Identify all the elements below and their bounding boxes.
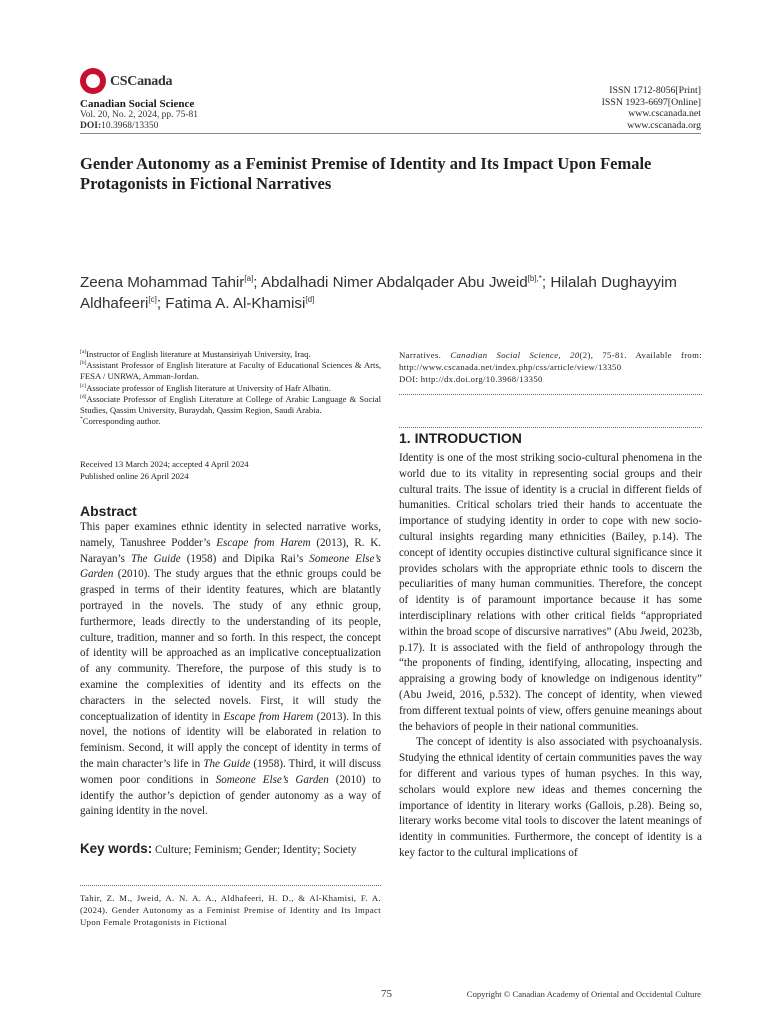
header-rule	[80, 133, 701, 134]
issn-block	[602, 85, 701, 131]
affiliation-mark: *	[80, 416, 83, 423]
introduction-body	[399, 451, 702, 862]
affiliation-mark: [c]	[80, 382, 87, 389]
author-name: Hilalah Dughayyim Aldhafeeri	[80, 274, 677, 312]
citation-text: Narratives.	[399, 350, 451, 360]
issn-online: ISSN 1923-6697[Online]	[601, 96, 701, 108]
abstract-text: (2010) to identify the author’s depiction of gender autonomy as a way of gaining identity in the novel.	[80, 773, 381, 818]
citation-text: (2), 75-81. Available from: http://www.cscanada.net/index.php/css/article/view/13350	[399, 350, 702, 372]
journal-name: Canadian Social Science	[80, 98, 195, 110]
abstract-text: (2013), R. K. Narayan’s	[80, 536, 382, 565]
abstract-title-ref: Escape from Harem	[223, 710, 314, 723]
received-date: Received 13 March 2024; accepted 4 April 2024	[80, 459, 249, 469]
author-mark: [d]	[305, 294, 315, 304]
author-separator: ;	[156, 295, 166, 312]
keywords-label: Key words:	[80, 841, 153, 856]
abstract-title-ref: The Guide	[203, 757, 251, 770]
citation-journal: Canadian Social Science, 20	[450, 350, 580, 360]
affiliation-text: Associate Professor of English Literature at College of Arabic Language & Social Studies, Qassim University, Buraydah, Qassim Region, Saudi Arabia.	[80, 393, 381, 416]
author-name: Zeena Mohammad Tahir	[80, 274, 245, 291]
abstract-title-ref: Escape from Harem	[216, 536, 311, 549]
affiliation-mark: [b]	[80, 360, 87, 367]
author-mark: [c]	[148, 294, 157, 304]
author-mark: [a]	[244, 273, 254, 283]
affiliation-item	[80, 394, 381, 416]
abstract-text: (2010). The study argues that the ethnic groups could be grasped in terms of their identity features, which are blatantly portrayed in the novels. The study of any ethnic group, furthermore, leads directly to the understanding of its people, culture, tradition, manner and so forth. In this respect, the concept of identity will be approached as an implicative conceptualization of any community. Therefore, the purpose of this study is to examine the complexities of identity and its effects on the characters in the selected novels. First, it will study the conceptualization of identity in	[80, 568, 381, 723]
citation-rule-bottom	[399, 394, 702, 395]
journal-doi	[80, 121, 158, 131]
website-link-org[interactable]: www.cscanada.org	[627, 119, 701, 131]
doi-label: DOI:	[80, 121, 102, 131]
abstract-text: This paper examines ethnic identity in selected narrative works, namely, Tanushree Podder’s	[80, 521, 381, 549]
paragraph: The concept of identity is also associated with psychoanalysis. Studying the ethnical identity of certain communities paves the way for different and various types of human psyches. In this way, scholars would explore new ideas and themes concerning the importance of identity in literary works (Gallois, p.28). Being so, literary works become vital tools to discover the latent meanings of identity in communities. Furthermore, the concept of identity is a key factor to the cultural implications of	[399, 736, 702, 859]
journal-logo	[80, 68, 190, 100]
affiliation-item	[80, 416, 381, 427]
author-separator: ;	[253, 274, 261, 291]
published-date: Published online 26 April 2024	[80, 470, 189, 481]
abstract-text: (1958) and Dipika Rai’s	[180, 552, 310, 565]
author-name: Abdalhadi Nimer Abdalqader Abu Jweid	[260, 274, 528, 291]
cscanada-logo-icon	[80, 68, 106, 94]
affiliation-item	[80, 349, 381, 360]
affiliation-text: Instructor of English literature at Mustansiriyah University, Iraq.	[86, 349, 311, 359]
affiliation-item	[80, 360, 381, 382]
affiliation-item	[80, 383, 381, 394]
logo-text: CSCanada	[110, 74, 173, 89]
author-separator: ;	[541, 274, 551, 291]
affiliation-mark: [a]	[80, 349, 87, 356]
issn-print: ISSN 1712-8056[Print]	[609, 85, 701, 96]
abstract-text: (1958). Third, it will discuss women poor conditions in	[80, 757, 381, 786]
intro-rule	[399, 427, 702, 428]
journal-volume: Vol. 20, No. 2, 2024, pp. 75-81	[80, 110, 199, 120]
abstract-title-ref: Someone Else’s Garden	[215, 773, 329, 786]
citation-doi[interactable]: DOI: http://dx.doi.org/10.3968/13350	[399, 374, 543, 384]
citation-continued	[399, 349, 702, 385]
doi-value: 10.3968/13350	[101, 121, 159, 131]
affiliations	[80, 349, 381, 427]
citation-part1: Tahir, Z. M., Jweid, A. N. A. A., Aldhafeeri, H. D., & Al-Khamisi, F. A. (2024). Gender Autonomy as a Feminist Premise of Identity and Its Impact Upon Female Protagonists in Fictional	[80, 893, 381, 927]
author-list	[80, 272, 705, 314]
citation-rule-top	[80, 885, 381, 886]
copyright-notice: Copyright © Canadian Academy of Oriental and Occidental Culture	[466, 989, 701, 999]
article-dates	[80, 459, 381, 482]
section-heading-introduction: 1. INTRODUCTION	[399, 430, 522, 446]
author-mark: [b],*	[527, 273, 542, 283]
keywords-text: Culture; Feminism; Gender; Identity; Society	[154, 844, 357, 856]
paragraph: Identity is one of the most striking socio-cultural phenomena in the world due to its vitality in representing social groups and their cultural traits. The issue of identity is a crucial in different fields of humanities. Critical scholars tried their hands to accentuate the importance of studying identity in order to cope with new socio-cultural insights regarding many ethnicities (Bailey, p.14). The concept of identity occupies distinctive cultural significance since it provides scholars with the appropriate ethnic tools to discern the peculiarities of many human communities. Therefore, the concept of identity is of paramount importance because it has some interdisciplinary relations with other critical fields “appropriated within the broad scope of discursive narratives” (Abu Jweid, 2023b, p.17). It is associated with the field of anthropology through the “the proponents of finding, identifying, allocating, inspecting and appraising a growing body of knowledge on indigenous identity” (Abu Jweid, 2016, p.532). The concept of identity, when viewed from different textual points of view, offers genuine meanings about the behaviors of people in their national communities.	[399, 452, 702, 733]
keywords	[80, 841, 381, 859]
affiliation-text: Associate professor of English literature at University of Hafr Albatin.	[86, 382, 331, 393]
abstract-text: (2013). In this novel, the notions of identity will be elaborated in relation to feminism. Second, it will apply the concept of identity in terms of the main character’s life in	[80, 710, 381, 770]
abstract-title-ref: The Guide	[130, 552, 181, 565]
abstract-heading: Abstract	[80, 503, 137, 519]
page-number: 75	[381, 988, 392, 1000]
affiliation-text: Corresponding author.	[82, 416, 161, 427]
abstract-body	[80, 520, 381, 820]
abstract-title-ref: Someone Else’s Garden	[80, 552, 381, 581]
author-name: Fatima A. Al-Khamisi	[165, 295, 306, 312]
affiliation-mark: [d]	[80, 393, 87, 400]
article-title: Gender Autonomy as a Feminist Premise of Identity and Its Impact Upon Female Protagonists in Fictional Narratives	[80, 154, 652, 193]
website-link-net[interactable]: www.cscanada.net	[628, 108, 701, 119]
affiliation-text: Assistant Professor of English literature at Faculty of Educational Sciences & Arts, FESA / UNRWA, Amman-Jordan.	[80, 360, 381, 382]
